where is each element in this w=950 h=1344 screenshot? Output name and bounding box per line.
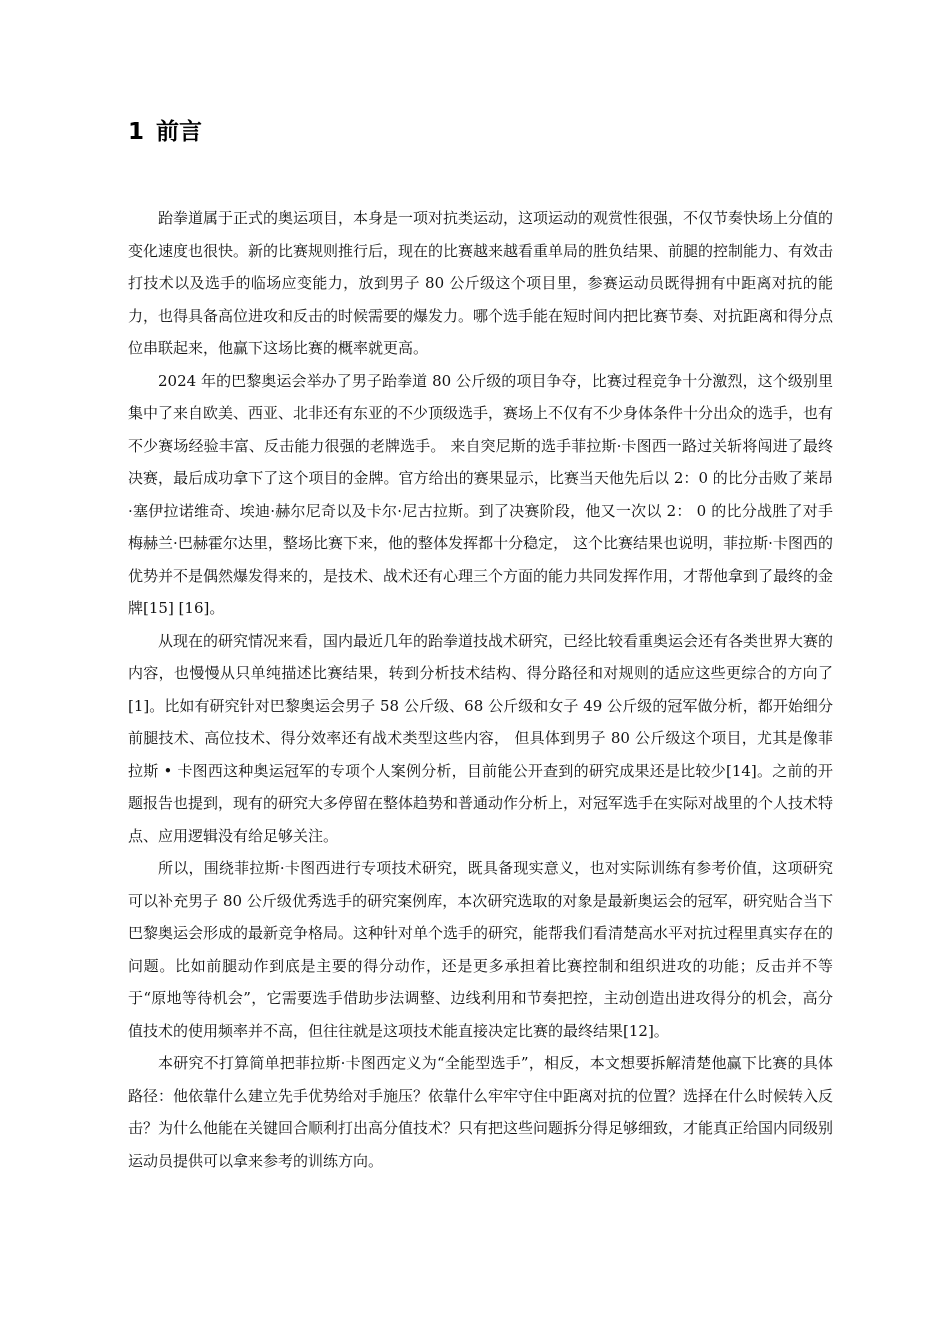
paragraph-2: 2024 年的巴黎奥运会举办了男子跆拳道 80 公斤级的项目争夺，比赛过程竞争十分激烈，这个级别里集中了来自欧美、西亚、北非还有东亚的不少顶级选手，赛场上不仅有不少身体条件十分出众的选手，也有不少赛场经验丰富、反击能力很强的老牌选手。 来自突尼斯的选手菲拉斯·卡图西一路过关斩将闯进了最终决赛，最后成功拿下了这个项目的金牌。官方给出的赛果显示，比赛当天他先后以 2：0 的比分击败了莱昂·塞伊拉诺维奇、埃迪·赫尔尼奇以及卡尔·尼古拉斯。到了决赛阶段，他又一次以 2： 0 的比分战胜了对手梅赫兰·巴赫霍尔达里，整场比赛下来，他的整体发挥都十分稳定， 这个比赛结果也说明，菲拉斯·卡图西的优势并不是偶然爆发得来的，是技术、战术还有心理三个方面的能力共同发挥作用，才帮他拿到了最终的金牌[15] [16]。 xyxy=(128,371,834,617)
paragraph-4: 所以，围绕菲拉斯·卡图西进行专项技术研究，既具备现实意义，也对实际训练有参考价值，这项研究可以补充男子 80 公斤级优秀选手的研究案例库，本次研究选取的对象是最新奥运会的冠军，研究贴合当下巴黎奥运会形成的最新竞争格局。这种针对单个选手的研究，能帮我们看清楚高水平对抗过程里真实存在的问题。比如前腿动作到底是主要的得分动作，还是更多承担着比赛控制和组织进攻的功能；反击并不等于“原地等待机会”，它需要选手借助步法调整、边线利用和节奏把控，主动创造出进攻得分的机会，高分值技术的使用频率并不高，但往往就是这项技术能直接决定比赛的最终结果[12]。 xyxy=(128,859,834,1040)
paragraph-1: 跆拳道属于正式的奥运项目，本身是一项对抗类运动，这项运动的观赏性很强，不仅节奏快场上分值的变化速度也很快。新的比赛规则推行后，现在的比赛越来越看重单局的胜负结果、前腿的控制能力、有效击打技术以及选手的临场应变能力，放到男子 80 公斤级这个项目里，参赛运动员既得拥有中距离对抗的能力，也得具备高位进攻和反击的时候需要的爆发力。哪个选手能在短时间内把比赛节奏、对抗距离和得分点位串联起来，他赢下这场比赛的概率就更高。 xyxy=(128,209,834,357)
body-text xyxy=(128,202,833,1177)
paragraph-3: 从现在的研究情况来看，国内最近几年的跆拳道技战术研究，已经比较看重奥运会还有各类世界大赛的内容，也慢慢从只单纯描述比赛结果，转到分析技术结构、得分路径和对规则的适应这些更综合的方向了[1]。比如有研究针对巴黎奥运会男子 58 公斤级、68 公斤级和女子 49 公斤级的冠军做分析，都开始细分前腿技术、高位技术、得分效率还有战术类型这些内容， 但具体到男子 80 公斤级这个项目，尤其是像菲拉斯 • 卡图西这种奥运冠军的专项个人案例分析，目前能公开查到的研究成果还是比较少[14]。之前的开题报告也提到，现有的研究大多停留在整体趋势和普通动作分析上，对冠军选手在实际对战里的个人技术特点、应用逻辑没有给足够关注。 xyxy=(128,631,834,845)
section-heading xyxy=(128,114,202,150)
paragraph-5: 本研究不打算简单把菲拉斯·卡图西定义为“全能型选手”，相反，本文想要拆解清楚他赢下比赛的具体路径：他依靠什么建立先手优势给对手施压？依靠什么牢牢守住中距离对抗的位置？选择在什么时候转入反击？为什么他能在关键回合顺利打出高分值技术？只有把这些问题拆分得足够细致，才能真正给国内同级别运动员提供可以拿来参考的训练方向。 xyxy=(128,1054,834,1170)
section-title: 前言 xyxy=(156,119,203,145)
section-number: 1 xyxy=(128,119,145,145)
